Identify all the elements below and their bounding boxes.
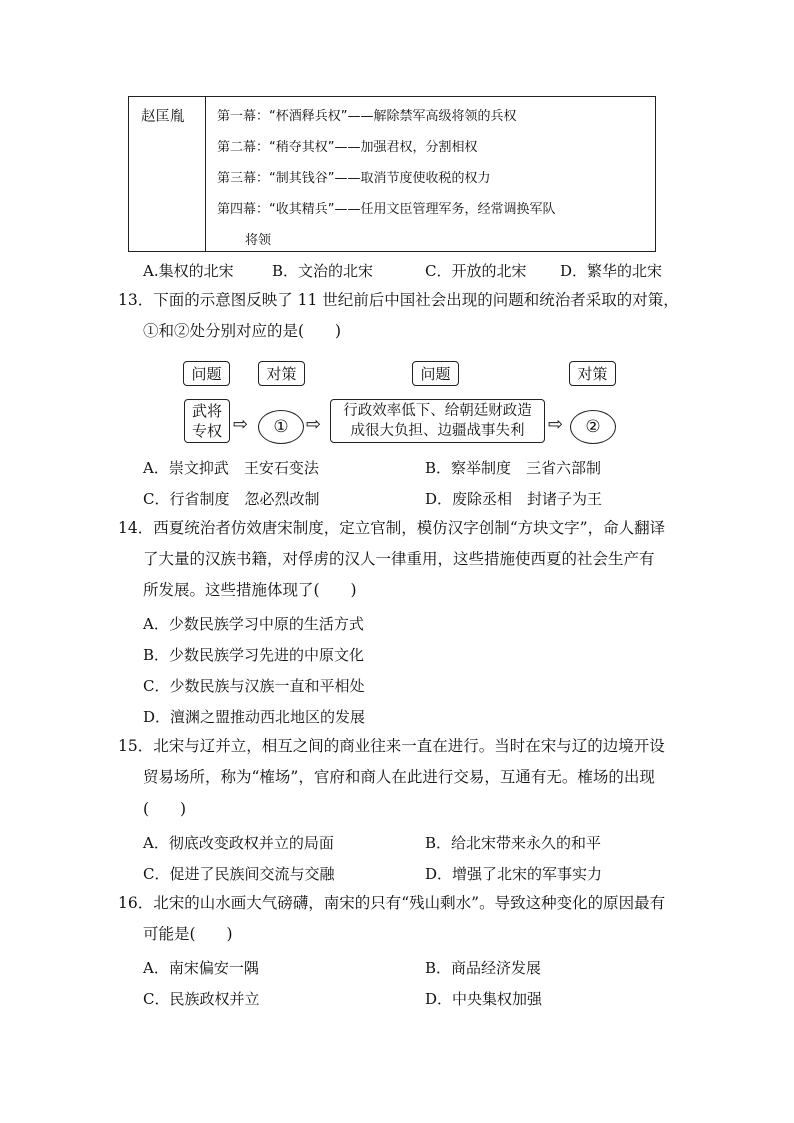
box2-line2: 成很大负担、边疆战事失利 xyxy=(350,423,525,439)
q15-stem-line3: ( ) xyxy=(143,800,187,818)
q15-option-c[interactable]: C．促进了民族间交流与交融 xyxy=(143,865,335,883)
q13-stem-line1: 13．下面的示意图反映了 11 世纪前后中国社会出现的问题和统治者采取的对策， xyxy=(118,291,679,309)
table-divider xyxy=(205,97,206,251)
q13-option-b[interactable]: B．察举制度 三省六部制 xyxy=(425,459,602,477)
table-row-2: 第二幕：“稍夺其权”——加强君权，分割相权 xyxy=(217,140,478,155)
arrow-right-icon: ⇨ xyxy=(306,414,322,435)
box2-line1: 行政效率低下、给朝廷财政造 xyxy=(343,403,532,419)
summary-table xyxy=(128,96,656,252)
q15-stem-line2: 贸易场所，称为“榷场”，官府和商人在此进行交易，互通有无。榷场的出现 xyxy=(143,768,655,786)
table-row-3: 第三幕：“制其钱谷”——取消节度使收税的权力 xyxy=(217,171,491,186)
diagram-label-problem-1: 问题 xyxy=(183,361,230,386)
q16-stem-line1: 16．北宋的山水画大气磅礴，南宋的只有“残山剩水”。导致这种变化的原因最有 xyxy=(118,894,666,912)
q12-option-a[interactable]: A.集权的北宋 xyxy=(143,262,234,280)
q12-option-b[interactable]: B．文治的北宋 xyxy=(272,262,374,280)
diagram-circle-2: ② xyxy=(570,410,616,444)
q13-stem-line2: ①和②处分别对应的是( ) xyxy=(143,322,342,340)
q15-stem-line1: 15．北宋与辽并立，相互之间的商业往来一直在进行。当时在宋与辽的边境开设 xyxy=(118,737,665,755)
q14-stem-line1: 14．西夏统治者仿效唐宋制度，定立官制，模仿汉字创制“方块文字”，命人翻译 xyxy=(118,519,666,537)
q12-option-c[interactable]: C．开放的北宋 xyxy=(425,262,527,280)
diagram-circle-1: ① xyxy=(258,410,304,444)
q16-option-d[interactable]: D．中央集权加强 xyxy=(425,990,543,1008)
q16-option-b[interactable]: B．商品经济发展 xyxy=(425,959,542,977)
arrow-right-icon: ⇨ xyxy=(548,414,564,435)
q14-option-b[interactable]: B．少数民族学习先进的中原文化 xyxy=(143,646,365,664)
table-row-4: 第四幕：“收其精兵”——任用文臣管理军务，经常调换军队 xyxy=(217,202,556,217)
table-row-1: 第一幕：“杯酒释兵权”——解除禁军高级将领的兵权 xyxy=(217,109,517,124)
q14-option-a[interactable]: A．少数民族学习中原的生活方式 xyxy=(143,615,364,633)
q15-option-a[interactable]: A．彻底改变政权并立的局面 xyxy=(143,834,334,852)
q16-stem-line2: 可能是( ) xyxy=(143,925,233,943)
q12-option-d[interactable]: D．繁华的北宋 xyxy=(560,262,663,280)
table-name-cell: 赵匡胤 xyxy=(141,109,185,125)
diagram-box-military-power xyxy=(184,399,230,443)
q14-stem-line3: 所发展。这些措施体现了( ) xyxy=(143,581,357,599)
arrow-right-icon: ⇨ xyxy=(233,414,249,435)
q14-stem-line2: 了大量的汉族书籍，对俘虏的汉人一律重用，这些措施使西夏的社会生产有 xyxy=(143,550,655,568)
q16-option-c[interactable]: C．民族政权并立 xyxy=(143,990,260,1008)
diagram-label-problem-2: 问题 xyxy=(412,361,459,386)
q14-option-d[interactable]: D．澶渊之盟推动西北地区的发展 xyxy=(143,708,366,726)
diagram-label-policy-1: 对策 xyxy=(258,361,305,386)
q13-option-a[interactable]: A．崇文抑武 王安石变法 xyxy=(143,459,319,477)
diagram-label-policy-2: 对策 xyxy=(569,361,616,386)
q13-option-d[interactable]: D．废除丞相 封诸子为王 xyxy=(425,490,603,508)
q15-option-b[interactable]: B．给北宋带来永久的和平 xyxy=(425,834,602,852)
box1-line2: 专权 xyxy=(191,422,222,440)
q14-option-c[interactable]: C．少数民族与汉族一直和平相处 xyxy=(143,677,365,695)
q15-option-d[interactable]: D．增强了北宋的军事实力 xyxy=(425,865,603,883)
table-row-4-cont: 将领 xyxy=(245,233,272,248)
box1-line1: 武将 xyxy=(191,402,222,420)
q13-option-c[interactable]: C．行省制度 忽必烈改制 xyxy=(143,490,320,508)
diagram-box-problems xyxy=(330,399,545,443)
q16-option-a[interactable]: A．南宋偏安一隅 xyxy=(143,959,259,977)
